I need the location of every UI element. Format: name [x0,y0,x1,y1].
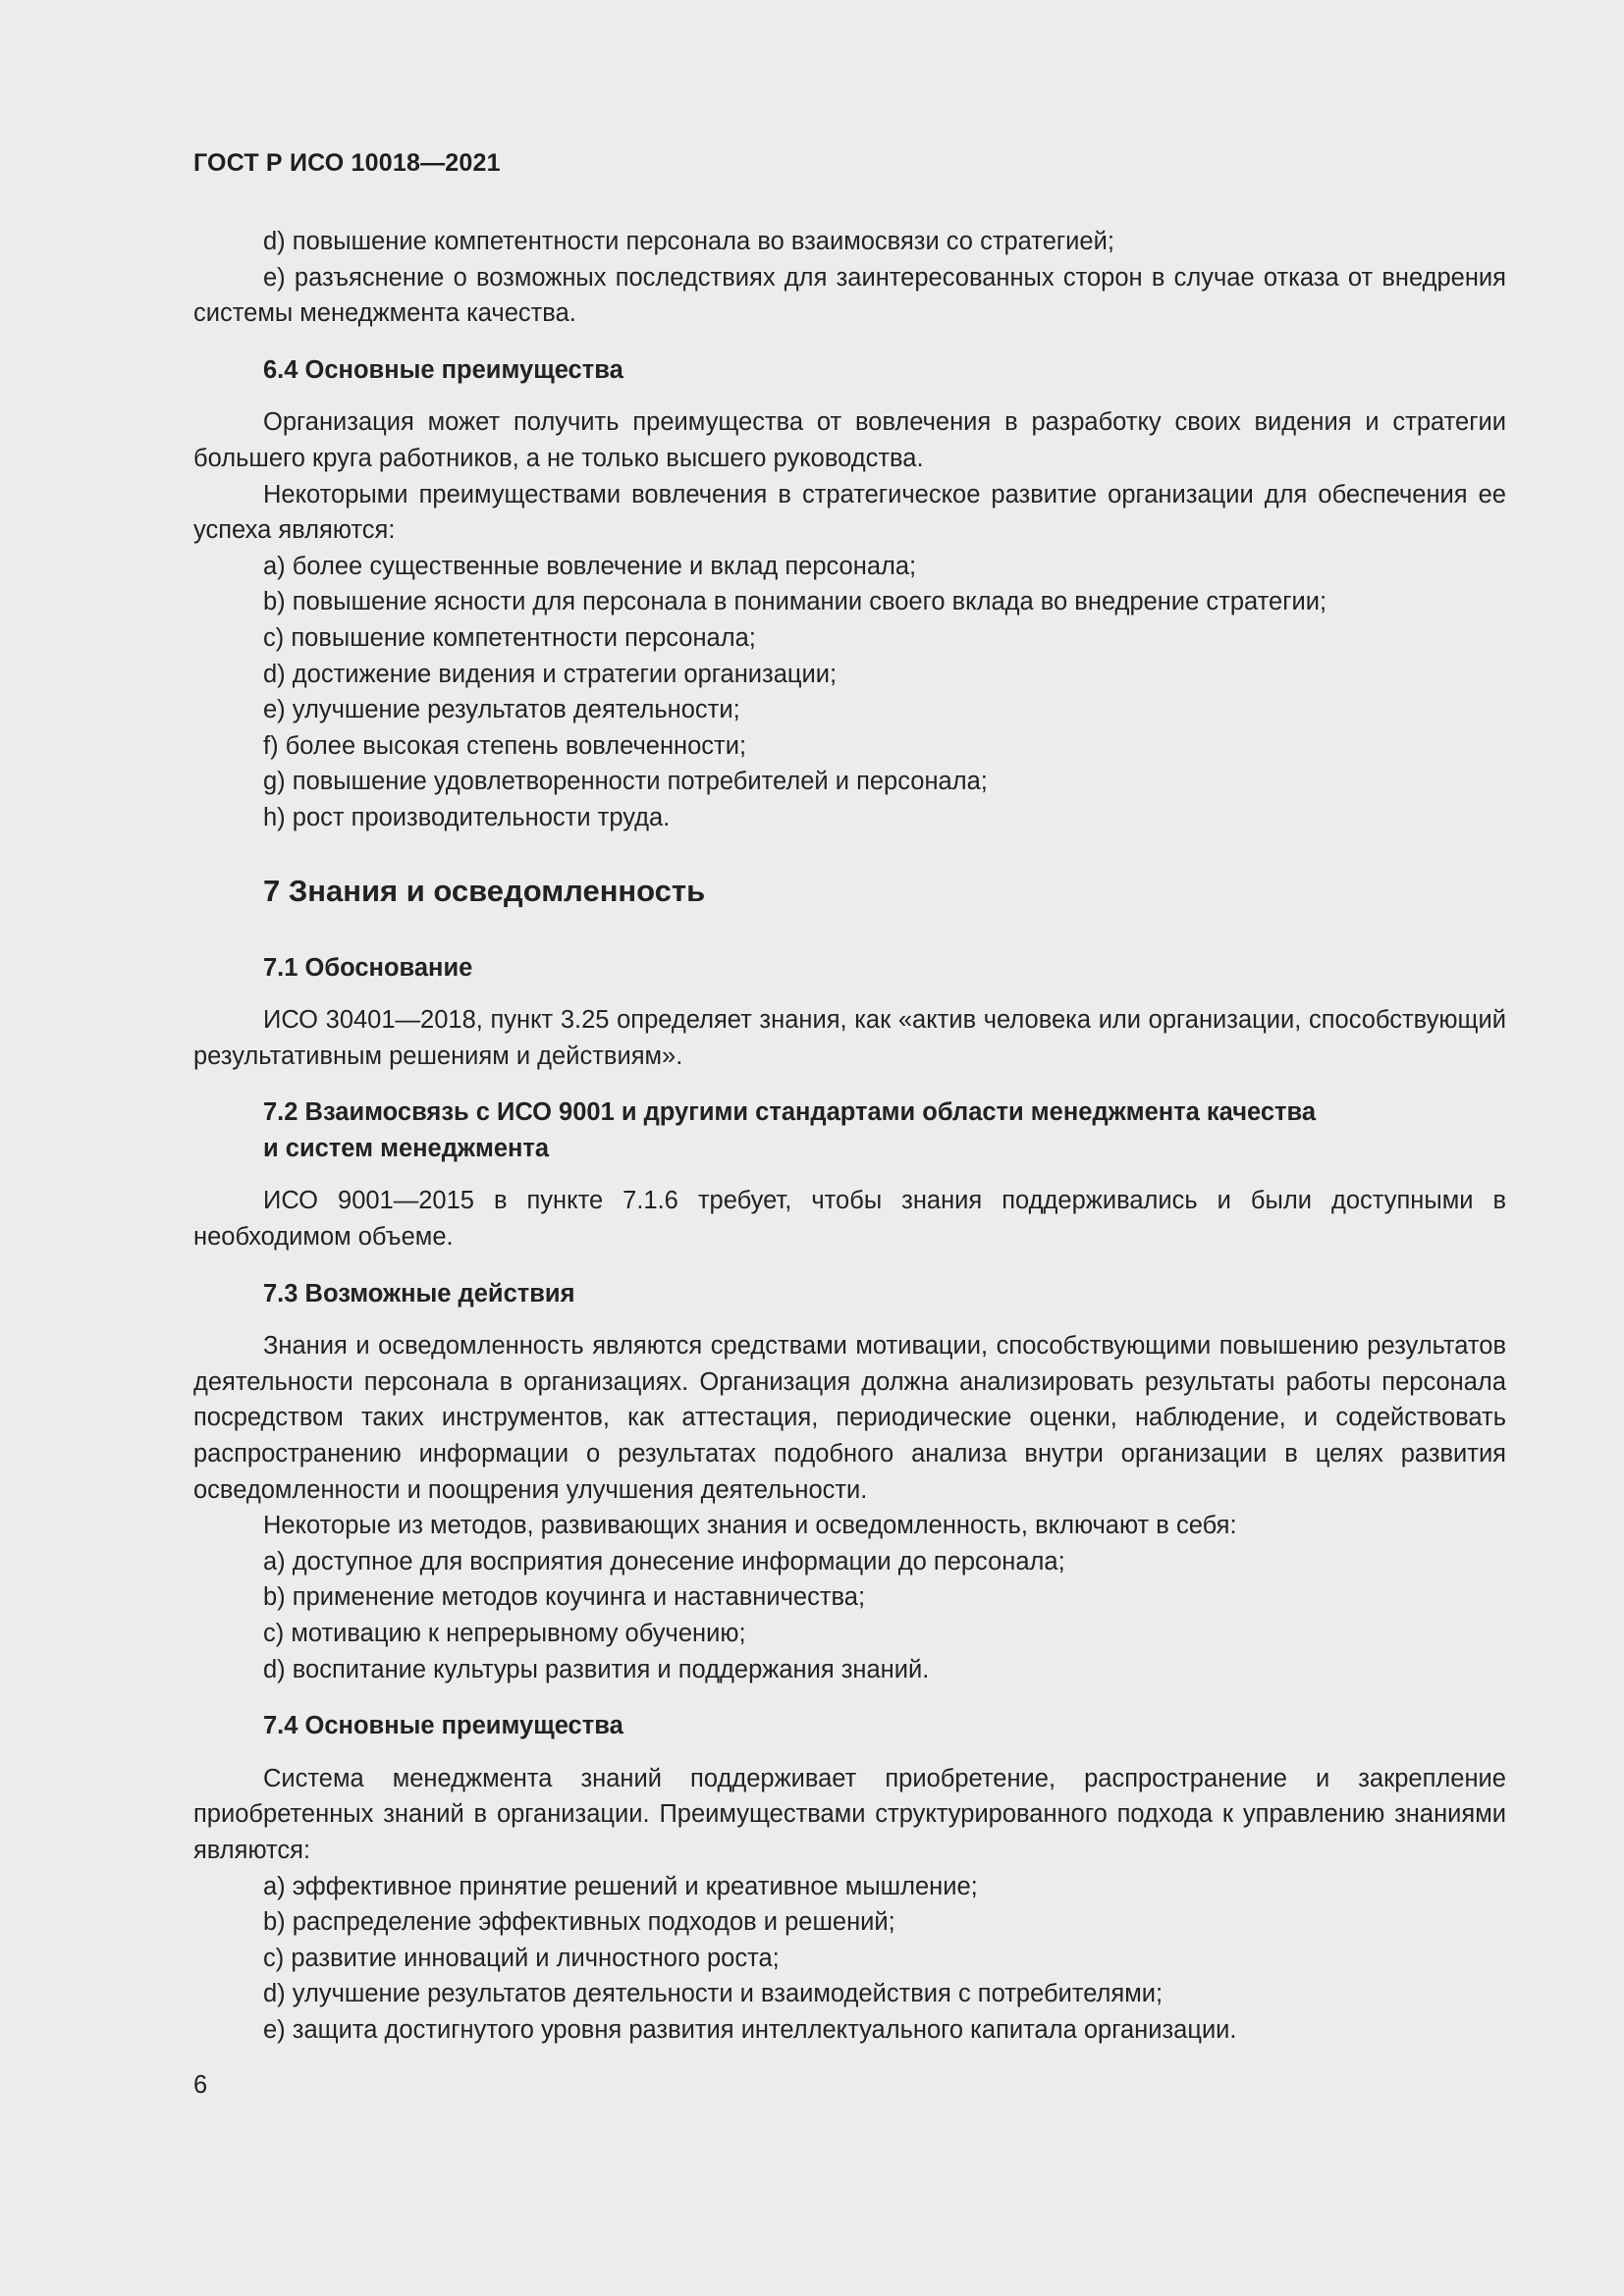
list-item: a) доступное для восприятия донесение информации до персонала; [263,1547,1065,1575]
list-item: a) более существенные вовлечение и вклад персонала; [263,552,917,580]
list-item: b) применение методов коучинга и наставничества; [263,1583,866,1612]
paragraph-6-4-2: Некоторыми преимуществами вовлечения в стратегическое развитие организации для обеспечения ее успеха являются: [193,480,1506,545]
heading-7-2-line2: и систем менеджмента [263,1134,550,1162]
list-item: g) повышение удовлетворенности потребителей и персонала; [263,768,988,796]
heading-7: 7 Знания и осведомленность [263,873,706,908]
list-item: f) более высокая степень вовлеченности; [263,731,747,760]
list-item: d) достижение видения и стратегии организации; [263,660,838,688]
document-body [193,224,1506,2049]
heading-7-2-line1: 7.2 Взаимосвязь с ИСО 9001 и другими стандартами области менеджмента качества [263,1098,1317,1127]
paragraph-7-2-1: ИСО 9001—2015 в пункте 7.1.6 требует, чтобы знания поддерживались и были доступными в необходимом объеме. [193,1187,1506,1252]
list-item: c) повышение компетентности персонала; [263,623,756,652]
heading-7-3: 7.3 Возможные действия [263,1279,575,1308]
heading-6-4: 6.4 Основные преимущества [263,355,623,384]
paragraph-6-3-d: d) повышение компетентности персонала во взаимосвязи со стратегией; [263,228,1114,255]
document-header: ГОСТ Р ИСО 10018—2021 [193,149,501,177]
heading-7-4: 7.4 Основные преимущества [263,1712,623,1740]
list-item: c) мотивацию к непрерывному обучению; [263,1620,746,1647]
list-item: e) защита достигнутого уровня развития интеллектуального капитала организации. [263,2015,1237,2044]
list-item: e) улучшение результатов деятельности; [263,696,740,724]
paragraph-6-4-1: Организация может получить преимущества от вовлечения в разработку своих видения и стратегии большего круга работников, а не только высшего руководства. [193,408,1506,472]
list-item: c) развитие инноваций и личностного роста; [263,1944,780,1972]
paragraph-7-1-1: ИСО 30401—2018, пункт 3.25 определяет знания, как «актив человека или организации, способствующий результативным решениям и действиям». [193,1006,1506,1070]
list-item: a) эффективное принятие решений и креативное мышление; [263,1872,978,1900]
list-item: d) улучшение результатов деятельности и взаимодействия с потребителями; [263,1980,1164,2008]
list-item: b) повышение ясности для персонала в понимании своего вклада во внедрение стратегии; [263,588,1327,616]
list-item: b) распределение эффективных подходов и решений; [263,1908,895,1937]
heading-7-1: 7.1 Обоснование [263,953,473,982]
paragraph-6-3-e: e) разъяснение о возможных последствиях для заинтересованных сторон в случае отказа от внедрения системы менеджмента качества. [193,263,1506,328]
page-number: 6 [193,2071,208,2099]
list-item: h) рост производительности труда. [263,803,671,831]
list-item: d) воспитание культуры развития и поддержания знаний. [263,1655,930,1683]
paragraph-7-3-2: Некоторые из методов, развивающих знания и осведомленность, включают в себя: [263,1512,1237,1540]
paragraph-7-3-1: Знания и осведомленность являются средствами мотивации, способствующими повышению результатов деятельности персонала в организациях. Организация должна анализировать результаты работы персонала посредством таких инструментов, как аттестация, периодические оценки, наблюдение, и содействовать распространению информации о результатах подобного анализа внутри организации в целях развития осведомленности и поощрения улучшения деятельности. [193,1332,1506,1504]
paragraph-7-4-1: Система менеджмента знаний поддерживает приобретение, распространение и закрепление приобретенных знаний в организации. Преимуществами структурированного подхода к управлению знаниями являются: [193,1764,1506,1864]
